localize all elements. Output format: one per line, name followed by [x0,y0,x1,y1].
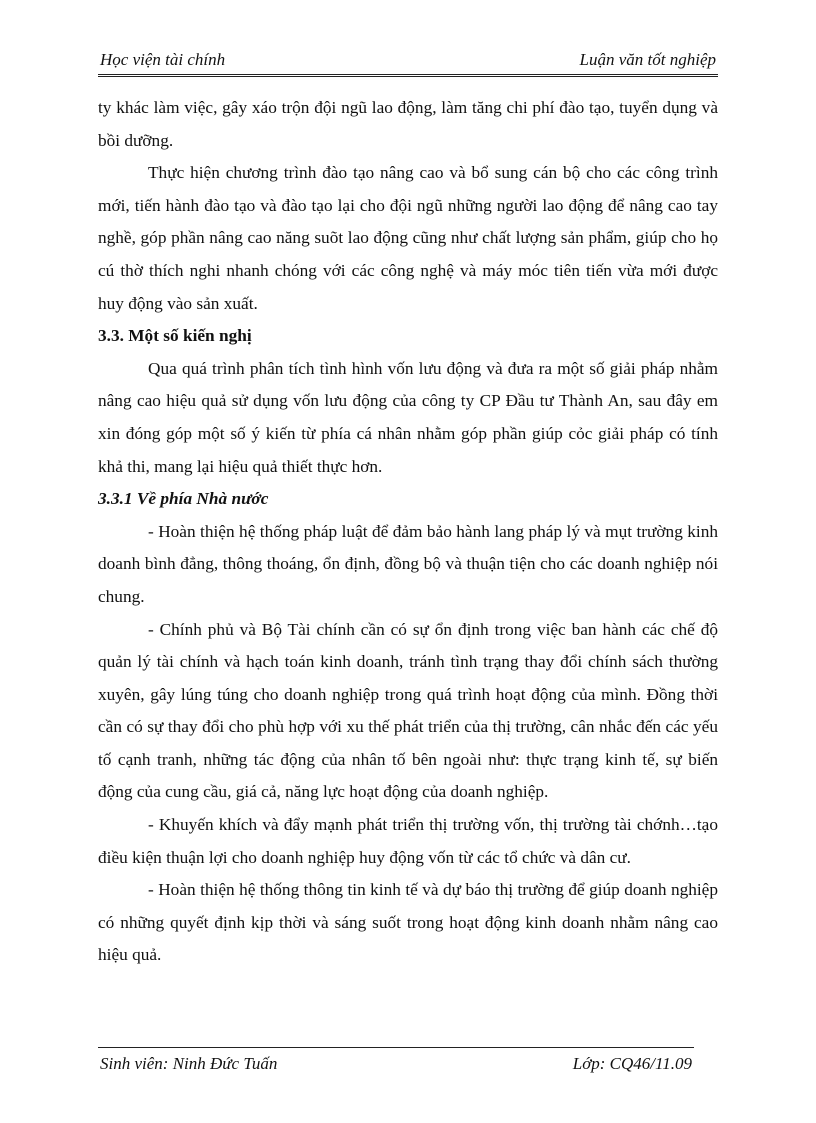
footer-student: Sinh viên: Ninh Đức Tuấn [100,1054,278,1073]
header-institution: Học viện tài chính [100,50,226,69]
page-header [98,48,718,77]
section-heading-recommendations: 3.3. Một số kiến nghị [98,326,252,346]
paragraph-capital-market: - Khuyến khích và đẩy mạnh phát triển thị trường vốn, thị trường tài chớnh…tạo điều kiện thuận lợi cho doanh nghiệp huy động vốn từ các tổ chức và dân cư. [98,815,718,867]
footer-class: Lớp: CQ46/11.09 [572,1054,692,1073]
paragraph-government-finance: - Chính phủ và Bộ Tài chính cần có sự ổn định trong việc ban hành các chế độ quản lý tài chính và hạch toán kinh doanh, tránh tình trạng thay đổi chính sách thường xuyên, gây lúng túng cho doanh nghiệp trong quá trình hoạt động của mình. Đồng thời cần có sự thay đổi cho phù hợp với xu thế phát triển của thị trường, cân nhắc đến các yếu tố cạnh tranh, những tác động của nhân tố bên ngoài như: thực trạng kinh tế, sự biến động của cung cầu, giá cả, năng lực hoạt động của doanh nghiệp. [98,619,718,802]
header-document-type: Luận văn tốt nghiệp [579,50,716,69]
paragraph-intro-recommendations: Qua quá trình phân tích tình hình vốn lưu động và đưa ra một số giải pháp nhằm nâng cao hiệu quả sử dụng vốn lưu động của công ty CP Đầu tư Thành An, sau đây em xin đóng góp một số ý kiến từ phía cá nhân nhằm góp phần giúp cỏc giải pháp có tính khả thi, mang lại hiệu quả thiết thực hơn. [98,358,718,476]
page-body [98,92,718,972]
page-footer [98,1047,694,1076]
paragraph-legal-system: - Hoàn thiện hệ thống pháp luật để đảm bảo hành lang pháp lý và mụt trường kinh doanh bình đẳng, thông thoáng, ổn định, đồng bộ và thuận tiện cho các doanh nghiệp nói chung. [98,521,718,606]
subsection-heading-state: 3.3.1 Về phía Nhà nước [98,489,269,509]
paragraph-continuation: ty khác làm việc, gây xáo trộn đội ngũ lao động, làm tăng chi phí đào tạo, tuyển dụng và bồi dưỡng. [98,98,718,150]
paragraph-information-system: - Hoàn thiện hệ thống thông tin kinh tế và dự báo thị trường để giúp doanh nghiệp có những quyết định kịp thời và sáng suốt trong hoạt động kinh doanh nhằm nâng cao hiệu quả. [98,880,718,965]
paragraph-training: Thực hiện chương trình đào tạo nâng cao và bổ sung cán bộ cho các công trình mới, tiến hành đào tạo và đào tạo lại cho đội ngũ những người lao động để nâng cao tay nghề, góp phần nâng cao năng suõt lao động cũng như chất lượng sản phẩm, giúp cho họ cú thờ thích nghi nhanh chóng với các công nghệ và máy móc tiên tiến vừa mới được huy động vào sản xuất. [98,163,718,313]
